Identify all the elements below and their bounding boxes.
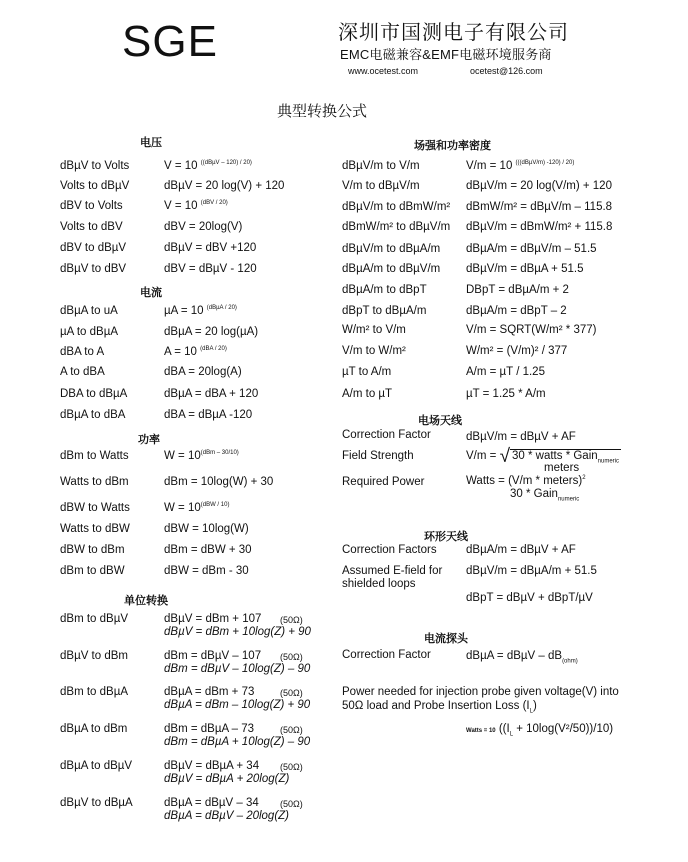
current-row-formula-base: µA = 10 (164, 305, 207, 317)
section-current-heading: 电流 (140, 287, 162, 299)
power-row-formula (164, 450, 239, 462)
company-tagline: EMC电磁兼容&EMF电磁环境服务商 (340, 47, 552, 62)
power-row-formula-base: W = 10 (164, 502, 201, 514)
current-row-label: A to dBA (60, 366, 105, 378)
required-power-denominator: 30 * Gain$_{numeric}$ (510, 488, 580, 503)
section-loop-heading: 环形天线 (424, 531, 468, 543)
field-row-formula (466, 160, 574, 172)
probe-power-text-1: Power needed for injection probe given voltage(V) into (342, 686, 619, 698)
power-row-label: Watts to dBW (60, 523, 130, 535)
field-strength-denominator: meters (544, 462, 580, 474)
units-row-formula: dBm = dBµA – 73 (164, 723, 255, 735)
units-row-formula-general: dBm = dBµV – 10log(Z) – 90 (164, 663, 311, 675)
field-row-formula: DBpT = dBµA/m + 2 (466, 284, 569, 296)
field-row-formula-base: V/m = 10 (466, 160, 516, 172)
field-row-label: dBµA/m to dBµV/m (342, 263, 441, 275)
probe-power-text-2: 50Ω load and Probe Insertion Loss $(I_L)$ (342, 700, 537, 715)
current-row-label: DBA to dBµA (60, 388, 128, 400)
current-row-label: µA to dBµA (60, 326, 119, 338)
units-row-formula-general: dBµV = dBm + 10log(Z) + 90 (164, 626, 311, 638)
voltage-row-label: dBµV to Volts (60, 160, 130, 172)
units-row-formula-general: dBm = dBµA + 10log(Z) – 90 (164, 736, 311, 748)
power-row-formula: dBW = 10log(W) (164, 523, 249, 535)
current-row-formula: dBA = 20log(A) (164, 366, 242, 378)
current-row-label: dBµA to uA (60, 305, 118, 317)
units-row-impedance: (50Ω) (280, 725, 303, 735)
power-row-formula-exponent: (dBW / 10) (200, 502, 230, 509)
units-row-impedance: (50Ω) (280, 688, 303, 698)
probe-cf-label: Correction Factor (342, 649, 431, 661)
field-row-formula: dBµA/m = dBµV/m – 51.5 (466, 243, 597, 255)
voltage-row-formula-exponent: ((dBµV – 120) / 20) (200, 160, 252, 167)
current-row-label: dBA to A (60, 346, 105, 358)
field-row-label: dBµV/m to V/m (342, 160, 420, 172)
required-power-label: Required Power (342, 476, 425, 488)
field-row-label: dBmW/m² to dBµV/m (342, 221, 451, 233)
voltage-row-formula (164, 200, 228, 212)
voltage-row-label: Volts to dBV (60, 221, 123, 233)
power-row-formula-base: W = 10 (164, 450, 201, 462)
voltage-row-label: dBV to Volts (60, 200, 123, 212)
power-row-formula: dBm = 10log(W) + 30 (164, 476, 274, 488)
company-logo: SGE (122, 17, 218, 66)
units-row-formula: dBµA = dBµV – 34 (164, 797, 259, 809)
field-row-label: dBµA/m to dBpT (342, 284, 427, 296)
units-row-impedance: (50Ω) (280, 652, 303, 662)
field-row-formula: dBmW/m² = dBµV/m – 115.8 (466, 201, 613, 213)
field-row-formula: dBµV/m = dBmW/m² + 115.8 (466, 221, 613, 233)
voltage-row-formula (164, 160, 252, 172)
current-row-formula-exponent: (dBA / 20) (200, 346, 227, 353)
current-row-formula: dBµA = 20 log(µA) (164, 326, 259, 338)
antenna-cf-label: Correction Factor (342, 429, 431, 441)
power-row-label: dBm to dBW (60, 565, 125, 577)
section-antenna-heading: 电场天线 (418, 415, 462, 427)
current-row-label: dBµA to dBA (60, 409, 126, 421)
voltage-row-label: dBV to dBµV (60, 242, 127, 254)
loop-efield-label-2: shielded loops (342, 578, 416, 590)
field-row-label: V/m to W/m² (342, 345, 406, 357)
power-row-label: dBm to Watts (60, 450, 129, 462)
field-row-formula: A/m = µT / 1.25 (466, 366, 545, 378)
current-row-formula-exponent: (dBµA / 20) (206, 305, 237, 312)
units-row-label: dBµA to dBm (60, 723, 128, 735)
loop-efield-label-1: Assumed E-field for (342, 565, 443, 577)
current-row-formula (164, 346, 227, 358)
probe-cf-formula: $dB\mu A = dB\mu V - dB_{(ohm)}$ (466, 650, 578, 665)
section-probe-heading: 电流探头 (424, 633, 468, 645)
field-row-label: W/m² to V/m (342, 324, 406, 336)
voltage-row-label: Volts to dBµV (60, 180, 130, 192)
required-power-formula: Watts = (V/m * meters)$^2$ (466, 475, 586, 487)
field-row-formula: dBµV/m = 20 log(V/m) + 120 (466, 180, 612, 192)
units-row-formula-general: dBµV = dBµA + 20log(Z) (164, 773, 290, 785)
units-row-impedance: (50Ω) (280, 799, 303, 809)
units-row-label: dBm to dBµA (60, 686, 128, 698)
field-strength-formula: V/m = √ 30 * watts * Gain$_{numeric}$ (466, 446, 619, 467)
units-row-impedance: (50Ω) (280, 615, 303, 625)
field-row-formula-exponent: (((dBµV/m) -120) / 20) (515, 160, 575, 167)
current-row-formula (164, 305, 237, 317)
power-row-formula-exponent: (dBm – 30/10) (200, 450, 239, 457)
field-row-label: dBpT to dBµA/m (342, 305, 427, 317)
power-row-label: dBW to dBm (60, 544, 125, 556)
units-row-label: dBm to dBµV (60, 613, 128, 625)
current-row-formula-base: A = 10 (164, 346, 201, 358)
units-row-label: dBµV to dBµA (60, 797, 133, 809)
units-row-formula-general: dBµA = dBµV – 20log(Z) (164, 810, 290, 822)
power-row-formula (164, 502, 229, 514)
units-row-formula: dBm = dBµV – 107 (164, 650, 262, 662)
units-row-impedance: (50Ω) (280, 762, 303, 772)
probe-watts-formula: Watts = 10 $((I_L + 10\log(V^2/50))/10)$ (466, 723, 614, 738)
current-row-formula: dBA = dBµA -120 (164, 409, 253, 421)
power-row-label: Watts to dBm (60, 476, 129, 488)
field-row-formula: µT = 1.25 * A/m (466, 388, 546, 400)
field-row-label: A/m to µT (342, 388, 393, 400)
units-row-formula: dBµV = dBm + 107 (164, 613, 262, 625)
power-row-formula: dBW = dBm - 30 (164, 565, 249, 577)
field-row-formula: dBµA/m = dBpT – 2 (466, 305, 567, 317)
voltage-row-formula: dBV = 20log(V) (164, 221, 243, 233)
current-row-formula: dBµA = dBA + 120 (164, 388, 259, 400)
loop-dbpt-formula: dBpT = dBµV + dBpT/µV (466, 592, 593, 604)
loop-cf-formula: dBµA/m = dBµV + AF (466, 544, 576, 556)
field-row-label: dBµV/m to dBµA/m (342, 243, 441, 255)
section-field-heading: 场强和功率密度 (414, 140, 491, 152)
loop-cf-label: Correction Factors (342, 544, 437, 556)
antenna-cf-formula: dBµV/m = dBµV + AF (466, 431, 576, 443)
field-row-label: dBµV/m to dBmW/m² (342, 201, 451, 213)
units-row-label: dBµA to dBµV (60, 760, 133, 772)
voltage-row-formula-base: V = 10 (164, 200, 201, 212)
field-row-label: µT to A/m (342, 366, 392, 378)
loop-efield-formula: dBµV/m = dBµA/m + 51.5 (466, 565, 597, 577)
company-name: 深圳市国测电子有限公司 (338, 22, 569, 44)
voltage-row-formula: dBµV = 20 log(V) + 120 (164, 180, 285, 192)
section-power-heading: 功率 (138, 434, 160, 446)
sqrt-icon: √ (499, 446, 510, 467)
units-row-formula-general: dBµA = dBm – 10log(Z) + 90 (164, 699, 311, 711)
website-link[interactable]: www.ocetest.com (348, 66, 419, 76)
field-row-label: V/m to dBµV/m (342, 180, 420, 192)
field-row-formula: V/m = SQRT(W/m² * 377) (466, 324, 597, 336)
voltage-row-formula: dBV = dBµV - 120 (164, 263, 257, 275)
power-row-formula: dBm = dBW + 30 (164, 544, 252, 556)
units-row-label: dBµV to dBm (60, 650, 128, 662)
power-row-label: dBW to Watts (60, 502, 130, 514)
section-voltage-heading: 电压 (140, 137, 162, 149)
voltage-row-formula-base: V = 10 (164, 160, 201, 172)
voltage-row-formula-exponent: (dBV / 20) (200, 200, 228, 207)
field-row-formula: W/m² = (V/m)² / 377 (466, 345, 568, 357)
email-link[interactable]: ocetest@126.com (470, 66, 543, 76)
field-row-formula: dBµV/m = dBµA + 51.5 (466, 263, 584, 275)
voltage-row-formula: dBµV = dBV +120 (164, 242, 257, 254)
field-strength-label: Field Strength (342, 450, 414, 462)
units-row-formula: dBµV = dBµA + 34 (164, 760, 260, 772)
voltage-row-label: dBµV to dBV (60, 263, 127, 275)
section-units-heading: 单位转换 (124, 595, 168, 607)
page-title: 典型转换公式 (277, 103, 368, 120)
units-row-formula: dBµA = dBm + 73 (164, 686, 255, 698)
